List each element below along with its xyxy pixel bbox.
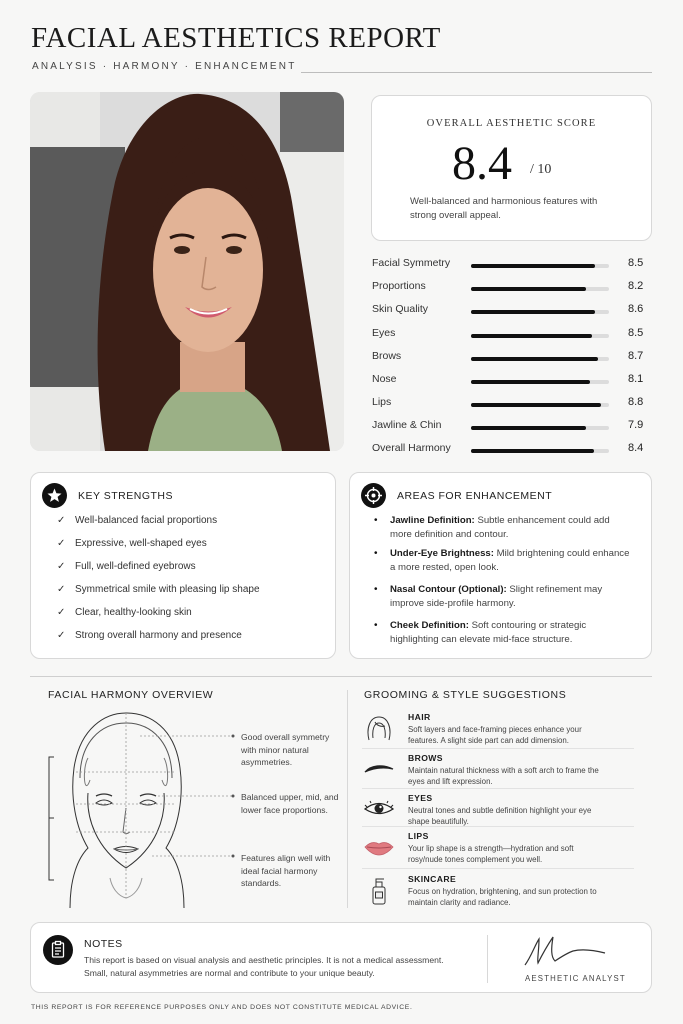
score-max: / 10 [530,162,552,177]
eye-icon [362,795,396,825]
metric-value: 8.5 [628,257,644,269]
metric-label: Eyes [372,327,396,339]
grooming-item-skincare [362,874,634,914]
skincare-bottle-icon [362,876,396,906]
metric-bar [471,287,609,291]
metric-bar [471,264,609,268]
metric-bar [471,380,609,384]
metric-value: 8.7 [628,350,644,362]
metric-row [372,419,652,435]
metric-label: Proportions [372,280,426,292]
overall-score-card [371,95,652,241]
metric-row [372,280,652,296]
grooming-item-title: EYES [408,793,433,803]
metric-value: 8.1 [628,373,644,385]
grooming-item-hair [362,712,634,752]
star-icon [42,483,67,508]
metric-label: Brows [372,350,402,362]
metric-value: 8.2 [628,280,644,292]
strength-item: ✓ Strong overall harmony and presence [57,630,242,641]
grooming-item-text: Focus on hydration, brightening, and sun protection to maintain clarity and radiance. [408,887,597,907]
lips-icon [362,833,396,863]
metric-label: Jawline & Chin [372,419,442,431]
metric-label: Facial Symmetry [372,257,451,269]
footer-disclaimer: THIS REPORT IS FOR REFERENCE PURPOSES ONLY AND DOES NOT CONSTITUTE MEDICAL ADVICE. [31,1004,413,1011]
metric-row [372,373,652,389]
notes-text: This report is based on visual analysis and aesthetic principles. It is not a medical assessment. Small, natural asymmetries are normal and contribute to your unique beauty. [84,955,444,978]
metric-value: 8.6 [628,303,644,315]
metric-label: Lips [372,396,392,408]
bullet-icon: • [374,515,378,526]
metric-row [372,327,652,343]
grooming-item-title: LIPS [408,831,429,841]
metric-row [372,257,652,273]
metric-value: 8.8 [628,396,644,408]
key-strengths-card [30,472,336,659]
metric-bar [471,310,609,314]
brow-icon [362,755,396,785]
section-divider [30,676,652,677]
harmony-note: Balanced upper, mid, and lower face proportions. [241,792,339,815]
score-label: OVERALL AESTHETIC SCORE [426,118,597,129]
metric-value: 8.4 [628,442,644,454]
grooming-item-text: Neutral tones and subtle definition highlight your eye shape beautifully. [408,806,592,826]
harmony-note: Features align well with ideal facial harmony standards. [241,853,331,888]
enhancement-heading: AREAS FOR ENHANCEMENT [397,490,553,502]
portrait-photo [30,92,344,451]
harmony-title: FACIAL HARMONY OVERVIEW [48,689,214,701]
bullet-icon: • [374,584,378,595]
key-strengths-heading: KEY STRENGTHS [78,490,173,502]
bullet-icon: • [374,548,378,559]
metric-label: Overall Harmony [372,442,451,454]
check-icon: ✓ [57,515,66,526]
hair-icon [362,714,396,744]
metric-row [372,303,652,319]
notes-divider [487,935,488,983]
notes-title: NOTES [84,938,123,950]
check-icon: ✓ [57,630,66,641]
page-title: FACIAL AESTHETICS REPORT [31,22,441,54]
check-icon: ✓ [57,607,66,618]
grooming-divider [362,826,634,827]
grooming-item-title: HAIR [408,712,431,722]
enhancement-card [349,472,652,659]
strength-item: ✓ Clear, healthy-looking skin [57,607,192,618]
grooming-item-eyes [362,793,634,833]
column-divider [347,690,348,908]
analyst-label: AESTHETIC ANALYST [525,974,626,983]
score-description: Well-balanced and harmonious features with strong overall appeal. [410,196,598,221]
metric-row [372,396,652,412]
grooming-item-title: SKINCARE [408,874,457,884]
metric-row [372,350,652,366]
signature [521,931,611,971]
enhancement-item: • Under-Eye Brightness: Mild brightening could enhance a more rested, open look. [374,548,630,573]
header-divider [301,72,652,73]
check-icon: ✓ [57,584,66,595]
metric-value: 7.9 [628,419,644,431]
grooming-item-text: Soft layers and face-framing pieces enhance your features. A slight side part can add dimension. [408,725,582,745]
enhancement-item: • Jawline Definition: Subtle enhancement could add more definition and contour. [374,515,610,540]
metric-bar [471,426,609,430]
metric-bar [471,449,609,453]
grooming-item-text: Maintain natural thickness with a soft arch to frame the eyes and lift expression. [408,766,599,786]
metric-bar [471,403,609,407]
strength-item: ✓ Expressive, well-shaped eyes [57,538,207,549]
grooming-item-brows [362,753,634,793]
bullet-icon: • [374,620,378,631]
grooming-divider [362,868,634,869]
harmony-note: Good overall symmetry with minor natural asymmetries. [241,732,330,767]
page-subtitle: ANALYSIS · HARMONY · ENHANCEMENT [32,61,297,72]
grooming-item-title: BROWS [408,753,443,763]
strength-item: ✓ Symmetrical smile with pleasing lip shape [57,584,260,595]
enhancement-item: • Nasal Contour (Optional): Slight refinement may improve side-profile harmony. [374,584,603,609]
check-icon: ✓ [57,561,66,572]
grooming-item-text: Your lip shape is a strength—hydration and soft rosy/nude tones complement you well. [408,844,574,864]
grooming-item-lips [362,831,634,871]
metric-value: 8.5 [628,327,644,339]
metric-label: Nose [372,373,397,385]
strength-item: ✓ Well-balanced facial proportions [57,515,218,526]
metric-row [372,442,652,458]
metric-bar [471,357,609,361]
check-icon: ✓ [57,538,66,549]
strength-item: ✓ Full, well-defined eyebrows [57,561,196,572]
enhancement-item: • Cheek Definition: Soft contouring or strategic highlighting can elevate mid-face structure. [374,620,587,645]
score-value: 8.4 [452,137,512,190]
target-icon [361,483,386,508]
grooming-title: GROOMING & STYLE SUGGESTIONS [364,689,567,701]
grooming-divider [362,748,634,749]
grooming-divider [362,788,634,789]
clipboard-icon [43,935,73,965]
metric-bar [471,334,609,338]
notes-card [30,922,652,993]
metric-label: Skin Quality [372,303,429,315]
